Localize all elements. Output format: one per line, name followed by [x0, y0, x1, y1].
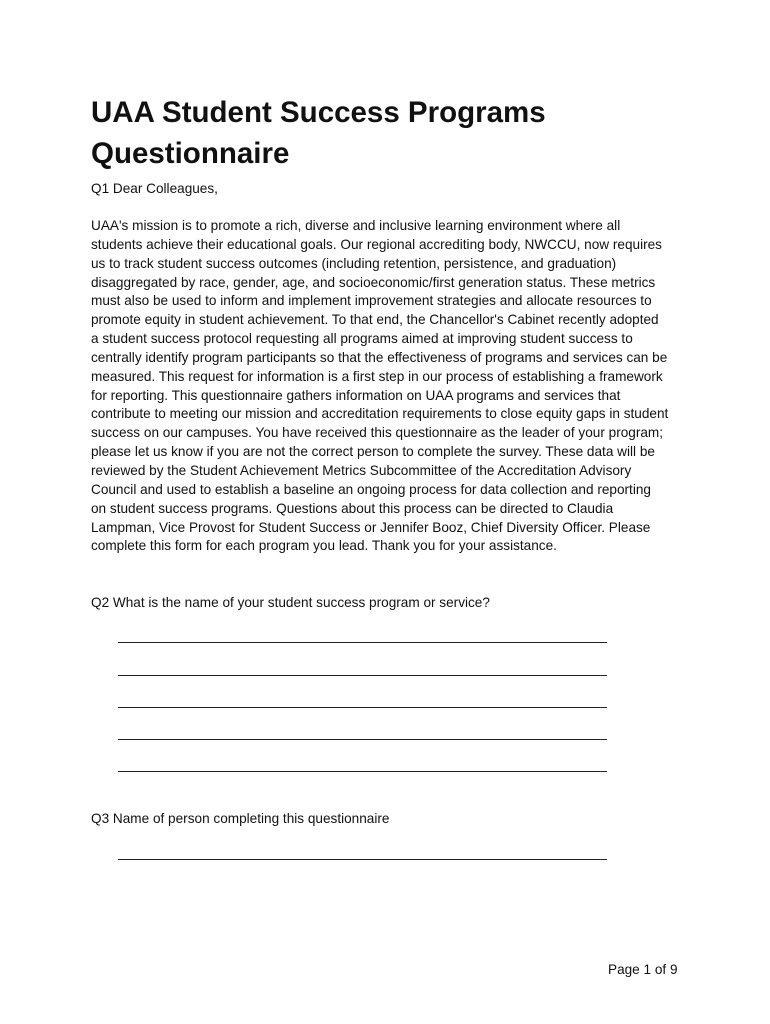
- q1-body-line: promote equity in student achievement. To that end, the Chancellor's Cabinet recently adopted: [91, 312, 659, 328]
- q1-body-line: complete this form for each program you lead. Thank you for your assistance.: [91, 538, 557, 554]
- page-number: Page 1 of 9: [608, 962, 678, 977]
- q2-heading: Q2 What is the name of your student success program or service?: [91, 595, 490, 610]
- q2-answer-line-5[interactable]: [118, 771, 607, 772]
- q1-body-line: must also be used to inform and implement improvement strategies and allocate resources to: [91, 293, 652, 309]
- q1-body-line: success on our campuses. You have received this questionnaire as the leader of your program;: [91, 425, 664, 441]
- q1-body-line: reviewed by the Student Achievement Metrics Subcommittee of the Accreditation Advisory: [91, 462, 632, 478]
- q1-body-line: measured. This request for information is a first step in our process of establishing a framework: [91, 368, 663, 384]
- q1-body-line: please let us know if you are not the correct person to complete the survey. These data will be: [91, 444, 655, 460]
- title-line-2: Questionnaire: [91, 137, 290, 170]
- q2-answer-line-1[interactable]: [118, 642, 607, 643]
- q1-body-line: centrally identify program participants so that the effectiveness of programs and services can be: [91, 349, 668, 365]
- q1-body-line: disaggregated by race, gender, age, and socioeconomic/first generation status. These metrics: [91, 274, 656, 290]
- q3-heading: Q3 Name of person completing this questionnaire: [91, 811, 390, 826]
- title-line-1: UAA Student Success Programs: [91, 96, 546, 129]
- q1-body-line: UAA's mission is to promote a rich, diverse and inclusive learning environment where all: [91, 218, 621, 233]
- q3-answer-line[interactable]: [118, 859, 607, 860]
- q1-body-text: [91, 217, 691, 556]
- q1-body-line: contribute to meeting our mission and accreditation requirements to close equity gaps in student: [91, 406, 669, 422]
- q2-answer-line-2[interactable]: [118, 675, 607, 676]
- q1-heading: Q1 Dear Colleagues,: [91, 181, 218, 196]
- q1-body-line: for reporting. This questionnaire gathers information on UAA programs and services that: [91, 387, 621, 403]
- q1-body-line: a student success protocol requesting all programs aimed at improving student success to: [91, 331, 633, 347]
- document-title: [91, 92, 711, 174]
- q1-body-line: on student success programs. Questions about this process can be directed to Claudia: [91, 500, 614, 516]
- q2-answer-line-4[interactable]: [118, 739, 607, 740]
- q1-body-line: students achieve their educational goals. Our regional accrediting body, NWCCU, now requires: [91, 236, 662, 252]
- q1-body-line: us to track student success outcomes (including retention, persistence, and graduation): [91, 255, 617, 271]
- q2-answer-line-3[interactable]: [118, 707, 607, 708]
- q1-body-line: Lampman, Vice Provost for Student Success or Jennifer Booz, Chief Diversity Officer. Please: [91, 519, 651, 535]
- q1-body-line: Council and used to establish a baseline an ongoing process for data collection and reporting: [91, 481, 651, 497]
